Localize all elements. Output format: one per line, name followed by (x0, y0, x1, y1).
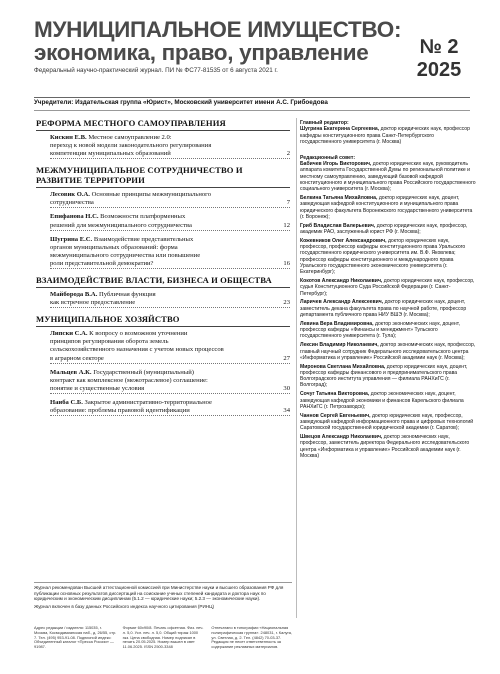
toc-entry-title-line: принципов регулирования оборота земель (50, 338, 169, 346)
toc-entry-author: Епифанова Н.С. (50, 213, 99, 221)
council-member-desc: доктор экономических наук, профессор, заместитель директора Федерального исследовательского центра «Информатика и управление» Российской академии наук (г. Москва) (300, 434, 470, 459)
chief-editor (300, 126, 476, 145)
council-member-desc: доктор юридических наук, профессор, заведующий кафедрой информационного права и цифровых технологий Саратовской государственной юридической академии (г. Саратов); (300, 412, 474, 432)
council-member-desc: доктор экономических наук, профессор, главный научный сотрудник Федерального исследовательского центра «Информатика и управление» Российской академии наук (г. Москва); (300, 342, 476, 361)
table-of-contents (36, 118, 290, 421)
toc-entry-author: Мальцев А.К. (50, 368, 92, 376)
council-member-name: Ларичев Александр Алексеевич, (300, 299, 384, 306)
council-member-name: Миронова Светлана Михайловна, (300, 363, 386, 370)
rinc-note: Журнал включен в базу данных Российского индекса научного цитирования (РИНЦ) (34, 603, 215, 609)
toc-entry-title-line: Основные принципы межмуниципального (91, 191, 212, 199)
toc-section-rule (36, 187, 290, 188)
journal-registration: Федеральный научно-практический журнал. ПИ № ФС77-81535 от 6 августа 2021 г. (34, 67, 278, 74)
toc-entry-page: 2 (286, 150, 290, 158)
toc-entry-title-line: Закрытое административно-территориальное (84, 398, 212, 406)
issue-number: № 2 (419, 36, 459, 58)
toc-entry-title-line: понятие и существенные условия (50, 384, 145, 392)
council-members (300, 161, 476, 459)
toc-section-rule (36, 326, 290, 327)
council-member-desc: доктор экономических наук, доцент, профессор кафедры «Финансы и менеджмент» Тульского государственного университета (г. Тула); (300, 320, 460, 340)
toc-entry-author: Лесовик О.А. (50, 191, 90, 199)
council-member-desc: доктор юридических наук, доцент, профессор кафедры финансового и предпринимательского права Волгоградского института управления — филиала РАНХиГС (г. Волгоград); (300, 363, 468, 389)
council-member (300, 364, 476, 389)
council-member-desc: доктор юридических наук, профессор, судья Конституционного Суда Российской Федерации (г. Санкт-Петербург); (300, 278, 475, 297)
toc-entry-title-line: сельскохозяйственного назначения с учетом новых процессов (50, 346, 224, 354)
council-member (300, 278, 476, 297)
toc-entry[interactable] (36, 236, 290, 269)
toc-entry[interactable] (36, 369, 290, 394)
header-divider (34, 97, 470, 98)
toc-entry-page: 23 (283, 299, 290, 307)
toc-entry-title-line: как встречное предоставление (50, 299, 136, 307)
issue-block (408, 36, 470, 82)
toc-entry-title-line: компетенции муниципальных образований (50, 150, 171, 158)
toc-entry-page: 34 (283, 406, 290, 414)
chief-editor-desc: доктор юридических наук, профессор кафедры конституционного права Санкт-Петербургского государственного университета (г. Москва) (300, 126, 470, 145)
toc-entry-title-line: контракт как комплексное (межотраслевое) соглашение: (50, 376, 208, 384)
toc-entry-page: 27 (283, 354, 290, 362)
founders-line: Учредители: Издательская группа «Юрист», Московский университет имени А.С. Грибоедова (34, 99, 328, 106)
toc-entry-title-line: Возможности платформенных (100, 213, 186, 221)
toc-entry-author: Липски С.А. (50, 330, 88, 338)
toc-entry[interactable] (36, 399, 290, 416)
council-member-name: Сочуг Татьяна Викторовна, (300, 391, 370, 398)
toc-entry-author: Шугрина Е.С. (50, 235, 93, 243)
council-member (300, 195, 476, 220)
vak-note: Журнал рекомендован Высшей аттестационной комиссией при Министерстве науки и высшего образования РФ для публикации основных результатов диссертаций на соискание ученых степеней кандидата и доктора наук по юридическим и экономическим дисциплинам (5.1.2 — юридические науки; 5.2.3 — экономические науки). (34, 585, 284, 602)
council-member-name: Кокотов Александр Николаевич, (300, 278, 383, 285)
council-member-name: Кожевников Олег Александрович, (300, 237, 387, 244)
chief-editor-name: Шугрина Екатерина Сергеевна, (300, 126, 380, 133)
council-member (300, 321, 476, 340)
toc-entry-title-line: в аграрном секторе (50, 354, 104, 362)
toc-entry-title-line: сотрудничества (50, 199, 94, 207)
imprint (34, 626, 294, 650)
toc-entry-page: 30 (283, 384, 290, 392)
founders-divider (34, 110, 470, 111)
toc-entry-title-line: Государственный (муниципальный) (93, 368, 194, 376)
council-member (300, 238, 476, 276)
toc-entry[interactable] (36, 213, 290, 230)
council-member-name: Гриб Владислав Валерьевич, (300, 222, 376, 229)
toc-section-title: МЕЖМУНИЦИПАЛЬНОЕ СОТРУДНИЧЕСТВО И РАЗВИТИЕ ТЕРРИТОРИИ (36, 165, 243, 186)
toc-entry-page: 16 (283, 259, 290, 267)
council-member-desc: доктор юридических наук, доцент, заместитель декана факультета права по научной работе, профессор департамента публичного права НИУ ВШЭ (г. Москва); (300, 299, 467, 319)
toc-entry-title-line: органов муниципальных образований: форма (50, 243, 178, 251)
council-member (300, 299, 476, 318)
council-member-desc: доктор юридических наук, профессор, профессор кафедры конституционного права Уральского государственного юридического университета им. В.Ф. Яковлева; профессор кафедры конституционного и международного права Уральского государственного экономического университета (г. Екатеринбург); (300, 237, 466, 276)
issue-year: 2025 (416, 59, 462, 81)
council-member (300, 391, 476, 410)
toc-entry-title-line: Взаимодействие представительных (93, 235, 194, 243)
council-member-desc: доктор юридических наук, руководитель аппарата комитета Государственной Думы по региональной политике и местному самоуправлению, заведующий базовой кафедрой конституционного и муниципального права Российского государственного социального университета (г. Москва); (300, 160, 476, 193)
toc-entry-title-line: роли представительной демократии? (50, 259, 154, 267)
toc-entry-page: 12 (283, 221, 290, 229)
council-member-desc: доктор юридических наук, доцент, заведующая кафедрой конституционного и муниципального права юридического факультета Воронежского государственного университета (г. Воронеж); (300, 194, 473, 220)
toc-entry-title-line: решений для межмуниципального сотрудничества (50, 221, 192, 229)
masthead (34, 17, 402, 74)
council-member (300, 342, 476, 361)
toc-entry[interactable] (36, 134, 290, 159)
council-label: Редакционный совет: (300, 154, 356, 161)
council-member (300, 223, 476, 236)
chief-editor-label: Главный редактор: (300, 120, 349, 126)
footer-divider (34, 582, 292, 583)
toc-entry-title-line: переход к новой модели законодательного регулирования (50, 142, 212, 150)
council-member-name: Белкина Татьяна Михайловна, (300, 194, 378, 201)
council-member (300, 161, 476, 192)
toc-entry-author: Майборода В.А. (50, 291, 98, 299)
footer-note (34, 585, 294, 609)
imprint-print-info: Формат 60х90/8. Печать офсетная. Физ. печ. л. 5,0. Усл. печ. л. 5,0. Общий тираж 1000 экз. Цена свободная. Номер подписан в печать 20.05.2025. Номер вышел в свет 11.06.2025. ISSN 2500-3348 (122, 625, 204, 650)
toc-entry-title-line: Местное самоуправление 2.0: (88, 134, 172, 141)
imprint-printer: Отпечатано в типографии «Национальная полиграфическая группа». 248031, г. Калуга, ул. Светлая, д. 2. Тел. (4842) 70-03-37. Редакция не несет ответственность за содержание рекламных материалов. (211, 625, 293, 650)
council-member-name: Швецов Александр Николаевич, (300, 434, 383, 441)
toc-entry[interactable] (36, 291, 290, 308)
journal-title: МУНИЦИПАЛЬНОЕ ИМУЩЕСТВО: (34, 17, 402, 42)
toc-entry-title-line: Публичная функция (99, 291, 156, 299)
toc-section-title: РЕФОРМА МЕСТНОГО САМОУПРАВЛЕНИЯ (36, 118, 226, 128)
council-member-name: Бабичев Игорь Викторович, (300, 160, 372, 167)
toc-entry[interactable] (36, 191, 290, 208)
toc-entry-author: Наиба С.Б. (50, 398, 83, 406)
toc-section-title: ВЗАИМОДЕЙСТВИЕ ВЛАСТИ, БИЗНЕСА И ОБЩЕСТВА (36, 275, 272, 286)
toc-section-rule (36, 130, 290, 131)
toc-section-rule (36, 287, 290, 288)
toc-entry[interactable] (36, 330, 290, 363)
council-member-desc: доктор юридических наук, профессор, академик РАО, заслуженный юрист РФ (г. Москва); (300, 222, 468, 235)
column-divider (296, 118, 297, 618)
toc-entry-author: Кискин Е.В. (50, 134, 87, 141)
toc-entry-page: 7 (286, 199, 290, 207)
toc-section-title: МУНИЦИПАЛЬНОЕ ХОЗЯЙСТВО (36, 314, 180, 325)
journal-subtitle: экономика, право, управление (34, 40, 369, 65)
toc-entry-title-line: межмуниципального сотрудничества или повышение (50, 251, 201, 259)
toc-entry-title-line: К вопросу о возможном уточнении (89, 330, 188, 338)
imprint-address: Адрес редакции / издателя: 115035, г. Москва, Космодамианская наб., д. 26/55, стр. 7. Тел. (495) 953-91-08. Подписной индекс: Объединенный каталог «Пресса России» — 91987. (34, 625, 117, 650)
council-member-desc: доктор экономических наук, доцент, заведующая кафедрой экономики и финансов Карельского филиала РАНХиГС (г. Петрозаводск); (300, 391, 464, 410)
council-member (300, 413, 476, 432)
council-member-name: Левина Вера Владимировна, (300, 320, 374, 327)
editorial-board (300, 118, 476, 462)
council-member-name: Лексин Владимир Николаевич, (300, 342, 379, 349)
council-member-name: Чаннов Сергей Евгеньевич, (300, 412, 371, 419)
toc-entry-title-line: образование: проблемы правовой идентификации (50, 406, 190, 414)
council-member (300, 434, 476, 459)
